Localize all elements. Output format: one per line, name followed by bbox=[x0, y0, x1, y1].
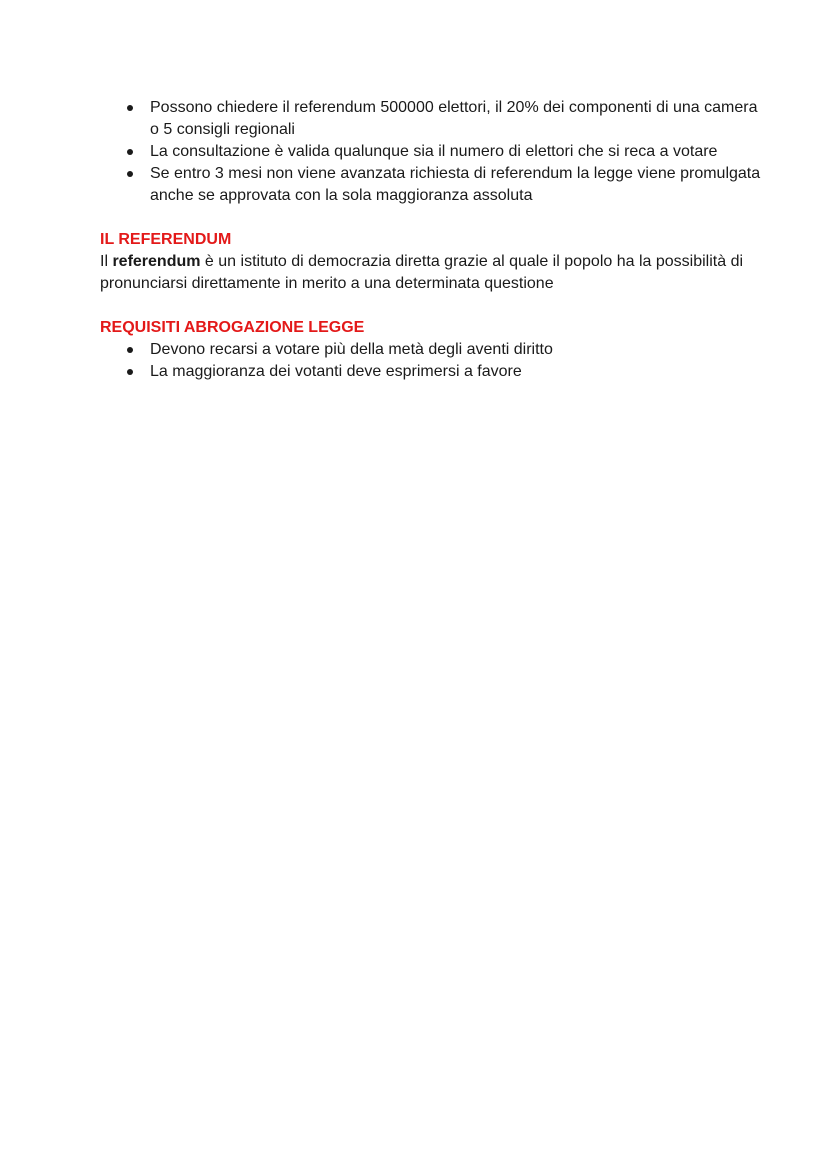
section-heading-requisiti: REQUISITI ABROGAZIONE LEGGE bbox=[100, 319, 365, 336]
section-heading-referendum: IL REFERENDUM bbox=[100, 231, 232, 248]
bullet-icon bbox=[127, 347, 133, 353]
list-item-text: La consultazione è valida qualunque sia il numero di elettori che si reca a votare bbox=[150, 143, 718, 160]
bullet-icon bbox=[127, 105, 133, 111]
list-item bbox=[126, 163, 768, 207]
bullet-icon bbox=[127, 149, 133, 155]
list-item bbox=[126, 339, 768, 361]
bullet-icon bbox=[127, 171, 133, 177]
definition-body: è un istituto di democrazia diretta grazie al quale il popolo ha la possibilità di pronunciarsi direttamente in merito a una determinata questione bbox=[100, 253, 744, 292]
definition-lead: Il bbox=[100, 253, 113, 270]
list-item bbox=[126, 97, 768, 141]
referendum-definition bbox=[100, 251, 768, 295]
list-item bbox=[126, 141, 768, 163]
spacer bbox=[100, 295, 768, 317]
list-item-text: Possono chiedere il referendum 500000 elettori, il 20% dei componenti di una camera o 5 consigli regionali bbox=[150, 99, 758, 138]
bullet-icon bbox=[127, 369, 133, 375]
requisiti-bullet-list bbox=[100, 339, 768, 383]
definition-term: referendum bbox=[112, 253, 201, 270]
spacer bbox=[100, 207, 768, 229]
list-item bbox=[126, 361, 768, 383]
intro-bullet-list bbox=[100, 97, 768, 207]
list-item-text: La maggioranza dei votanti deve esprimersi a favore bbox=[150, 363, 522, 380]
list-item-text: Se entro 3 mesi non viene avanzata richiesta di referendum la legge viene promulgata anche se approvata con la sola maggioranza assoluta bbox=[150, 165, 761, 204]
list-item-text: Devono recarsi a votare più della metà degli aventi diritto bbox=[150, 341, 553, 358]
